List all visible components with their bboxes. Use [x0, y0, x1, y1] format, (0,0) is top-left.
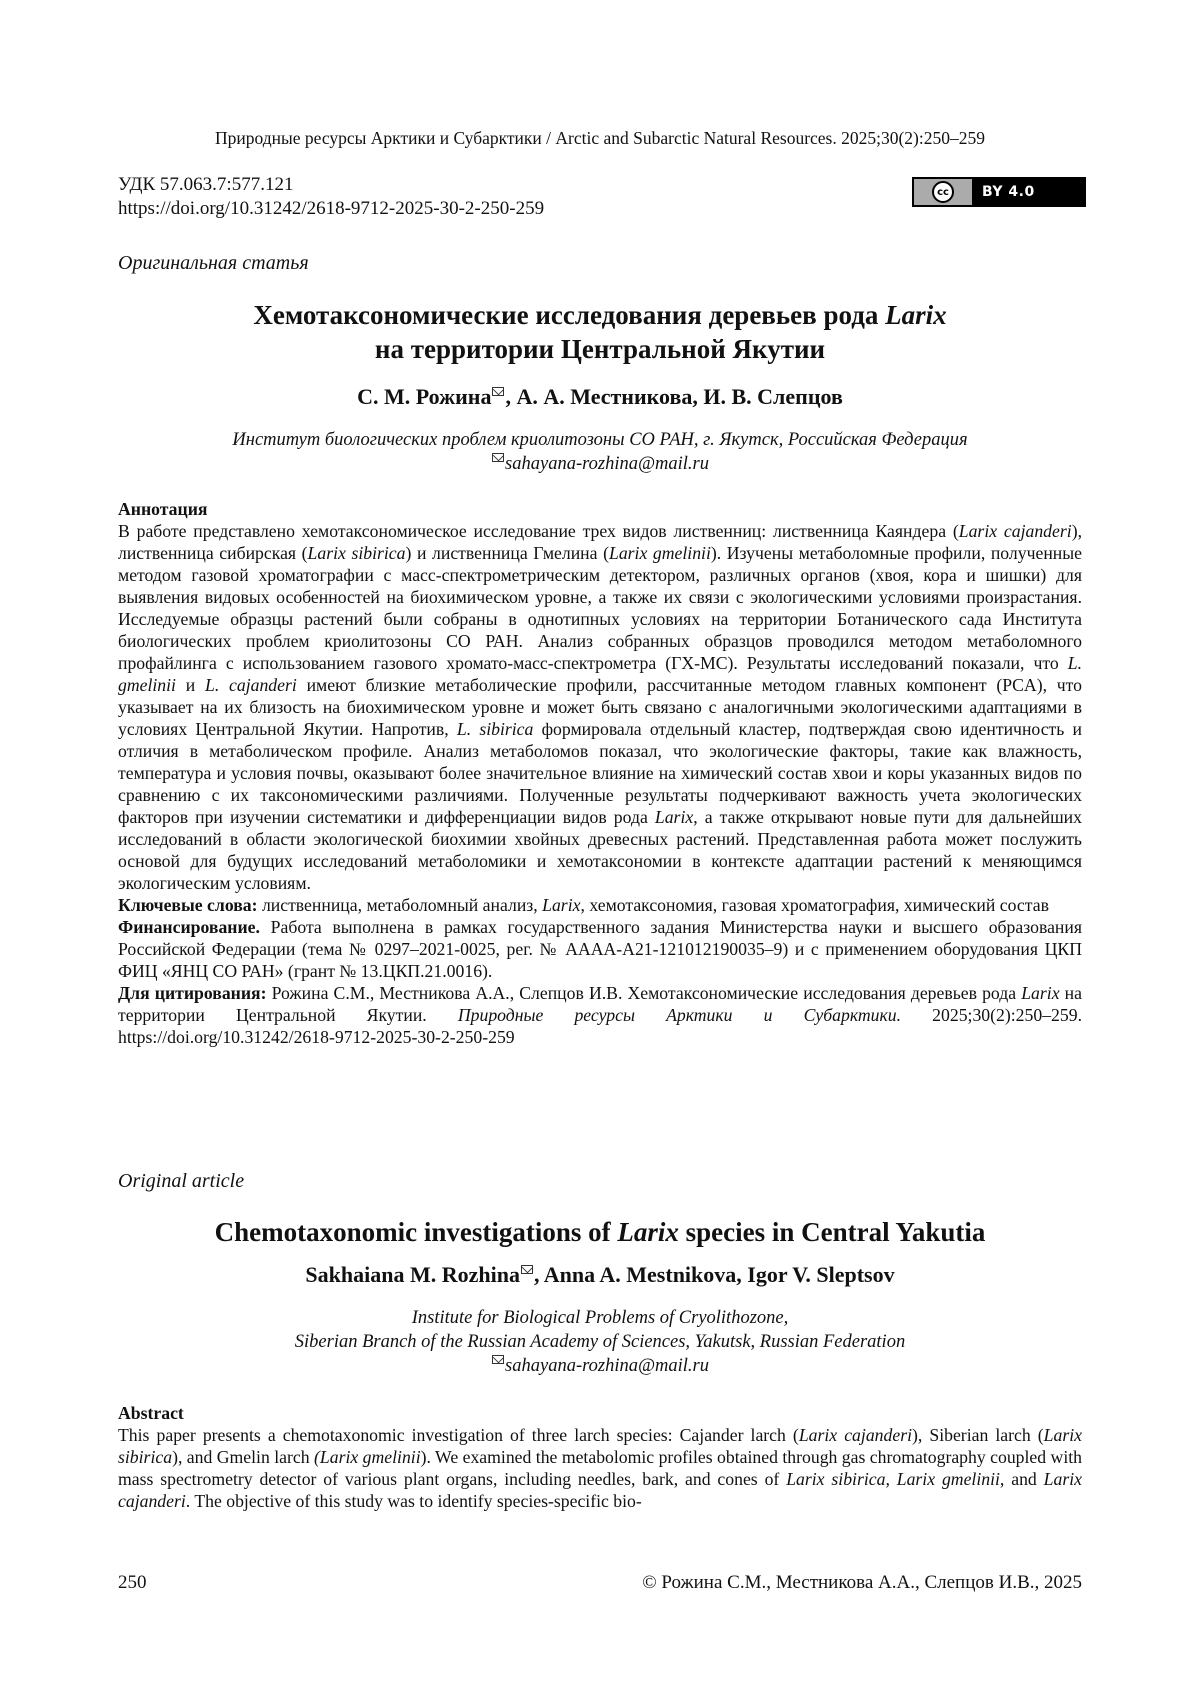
article-type-ru: Оригинальная статья	[118, 252, 309, 274]
envelope-icon	[492, 387, 504, 396]
abstract-en	[118, 1402, 1082, 1512]
abstract-text-ru: В работе представлено хемотаксономическое исследование трех видов лиственниц: лиственница Каяндера (Larix cajanderi), лиственница сибирская (Larix sibirica) и лиственница Гмелина (Larix gmelinii). Изучены метаболомные профили, полученные методом газовой хроматографии с масс-спектрометрическим детектором, различных органов (хвоя, кора и шишки) для выявления видовых особенностей на биохимическом уровне, а также их связи с экологическими условиями произрастания. Исследуемые образцы растений были собраны в однотипных условиях на территории Ботанического сада Института биологических проблем криолитозоны СО РАН. Анализ собранных образцов проводился методом метаболомного профайлинга с использованием газового хромато-масс-спектрометра (ГХ-МС). Результаты исследований показали, что L. gmelinii и L. cajanderi имеют близкие метаболические профили, рассчитанные методом главных компонент (PCA), что указывает на их близость на биохимическом уровне и может быть связано с аналогичными экологическими адаптациями в условиях Центральной Якутии. Напротив, L. sibirica формировала отдельный кластер, подтверждая свою идентичность и отличия в метаболическом профиле. Анализ метаболомов показал, что экологические факторы, такие как влажность, температура и условия почвы, оказывают более значительное влияние на химический состав хвои и коры указанных видов по сравнению с их таксономическими различиями. Полученные результаты подчеркивают важность учета экологических факторов при изучении систематики и дифференциации видов рода Larix, а также открывают новые пути для дальнейших исследований в области экологической биохимии хвойных древесных растений. Представленная работа может послужить основой для будущих исследований метаболомики и хемотаксономии в контексте адаптации растений к меняющимся экологическим условиям.	[118, 521, 1083, 893]
authors-ru: С. М. Рожина , А. А. Местникова, И. В. Слепцов	[357, 384, 843, 409]
authors-en: Sakhaiana M. Rozhina , Anna A. Mestnikova, Igor V. Sleptsov	[305, 1262, 895, 1287]
article-type-en: Original article	[118, 1170, 245, 1192]
doi-link[interactable]: https://doi.org/10.31242/2618-9712-2025-30-2-250-259	[118, 198, 545, 219]
abstract-heading-en: Abstract	[118, 1403, 184, 1423]
envelope-icon	[492, 453, 504, 462]
email-link[interactable]: sahayana-rozhina@mail.ru	[505, 454, 709, 474]
abstract-heading-ru: Аннотация	[118, 499, 208, 519]
article-meta	[118, 173, 544, 221]
affiliation-en: Institute for Biological Problems of Cryolithozone, Siberian Branch of the Russian Academy of Sciences, Yakutsk, Russian Federation sahayana-rozhina@mail.ru	[294, 1308, 906, 1376]
cc-icon: cc	[932, 181, 954, 203]
title-ru: Хемотаксономические исследования деревьев рода Larix на территории Центральной Якутии	[253, 300, 947, 364]
abstract-ru	[118, 498, 1082, 1048]
license-text: BY 4.0	[982, 184, 1035, 200]
cc-license-badge[interactable]	[912, 177, 1086, 207]
funding-ru: Финансирование. Работа выполнена в рамках государственного задания Министерства науки и высшего образования Российской Федерации (тема № 0297–2021-0025, рег. № АААА-А21-121012190035–9) и с применением оборудования ЦКП ФИЦ «ЯНЦ СО РАН» (грант № 13.ЦКП.21.0016).	[118, 917, 1082, 981]
envelope-icon	[492, 1355, 504, 1364]
page-number: 250	[118, 1572, 147, 1593]
citation-ru: Для цитирования: Рожина С.М., Местникова А.А., Слепцов И.В. Хемотаксономические исследования деревьев рода Larix на территории Центральной Якутии. Природные ресурсы Арктики и Субарктики. 2025;30(2):250–259. https://doi.org/10.31242/2618-9712-2025-30-2-250-259	[118, 983, 1083, 1047]
copyright: © Рожина С.М., Местникова А.А., Слепцов И.В., 2025	[642, 1572, 1082, 1593]
title-en: Chemotaxonomic investigations of Larix species in Central Yakutia	[214, 1217, 986, 1247]
affiliation-ru: Институт биологических проблем криолитозоны СО РАН, г. Якутск, Российская Федерация sahayana-rozhina@mail.ru	[232, 430, 968, 474]
udc-code: УДК 57.063.7:577.121	[118, 174, 294, 195]
abstract-text-en: This paper presents a chemotaxonomic investigation of three larch species: Cajander larch (Larix cajanderi), Siberian larch (Larix sibirica), and Gmelin larch (Larix gmelinii). We examined the metabolomic profiles obtained through gas chromatography coupled with mass spectrometry detector of various plant organs, including needles, bark, and cones of Larix sibirica, Larix gmelinii, and Larix cajanderi. The objective of this study was to identify species-specific bio-	[118, 1425, 1082, 1511]
keywords-ru: Ключевые слова: лиственница, метаболомный анализ, Larix, хемотаксономия, газовая хроматография, химический состав	[118, 895, 1049, 915]
envelope-icon	[521, 1265, 533, 1274]
journal-header: Природные ресурсы Арктики и Субарктики / Arctic and Subarctic Natural Resources. 2025;30(2):250–259	[214, 128, 985, 148]
email-link[interactable]: sahayana-rozhina@mail.ru	[505, 1356, 709, 1376]
